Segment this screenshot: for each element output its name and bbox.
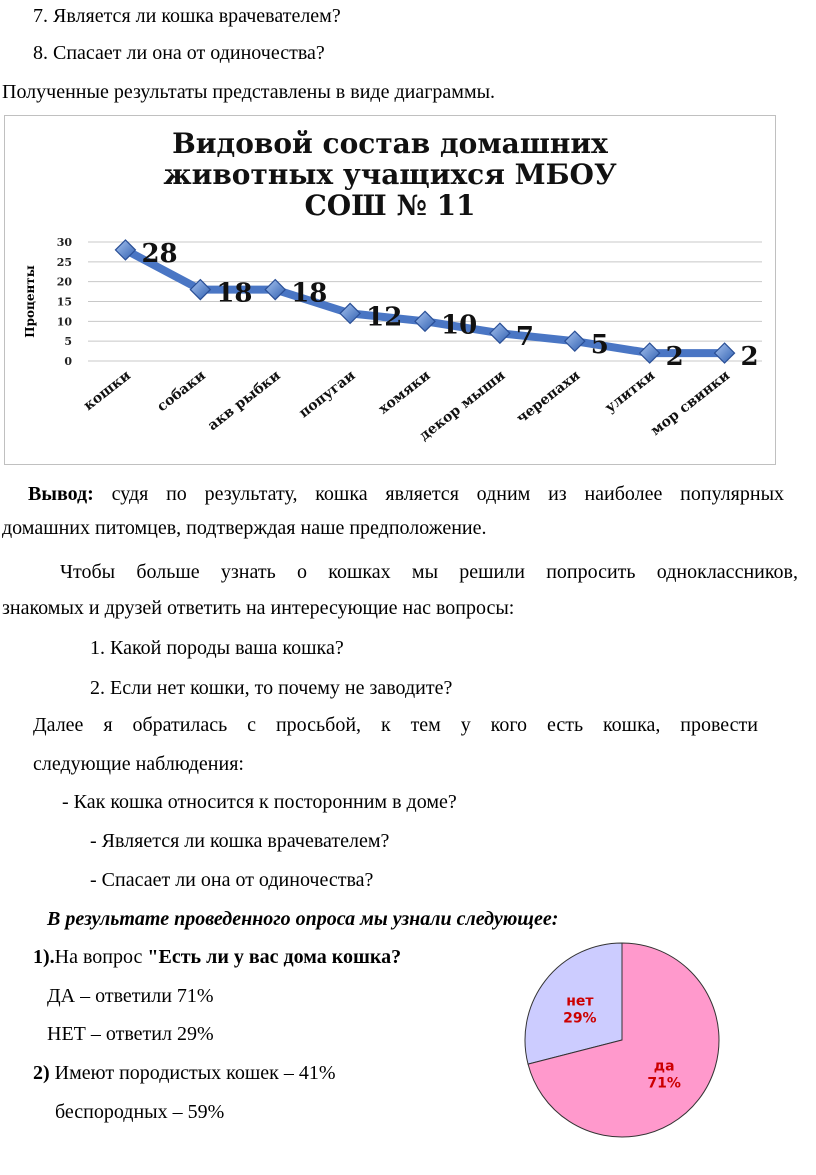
y-tick-label: 20 xyxy=(56,275,72,289)
y-tick-label: 25 xyxy=(56,255,72,269)
x-category-label: попугаи xyxy=(296,367,359,422)
para3-line1: Далее я обратилась с просьбой, к тем у кого есть кошка, провести xyxy=(33,714,758,736)
chart-title-line: животных учащихся МБОУ xyxy=(163,158,617,191)
data-value-label: 10 xyxy=(441,310,478,341)
question-1: 1. Какой породы ваша кошка? xyxy=(90,637,344,659)
x-category-label: акв рыбки xyxy=(204,367,284,434)
y-tick-label: 0 xyxy=(64,355,72,368)
para3-line2: следующие наблюдения: xyxy=(33,753,244,775)
pie-category-label: нет xyxy=(566,993,594,1010)
conclusion-line2: домашних питомцев, подтверждая наше предположение. xyxy=(2,517,487,539)
y-axis-label: Проценты xyxy=(23,265,37,338)
data-value-label: 7 xyxy=(515,322,534,353)
result-2 xyxy=(33,1061,335,1085)
data-value-label: 12 xyxy=(366,302,403,333)
question-7: 7. Является ли кошка врачевателем? xyxy=(33,5,341,27)
intro-text: Полученные результаты представлены в виде диаграммы. xyxy=(2,81,496,103)
yes-answer: ДА – ответили 71% xyxy=(47,985,214,1007)
pie-category-label: да xyxy=(653,1058,675,1075)
data-value-label: 18 xyxy=(216,278,253,309)
data-value-label: 5 xyxy=(590,330,609,361)
pie-value-label: 71% xyxy=(647,1075,681,1092)
result-1-number: 1). xyxy=(33,946,55,968)
x-category-label: собаки xyxy=(154,367,209,416)
pie-value-label: 29% xyxy=(563,1010,597,1027)
observation-2: - Является ли кошка врачевателем? xyxy=(90,830,390,852)
result-2-text: Имеют породистых кошек – 41% xyxy=(49,1062,336,1084)
observation-3: - Спасает ли она от одиночества? xyxy=(90,869,374,891)
survey-heading: В результате проведенного опроса мы узнали следующее: xyxy=(47,908,559,930)
result-1 xyxy=(33,945,401,969)
y-tick-label: 15 xyxy=(56,295,72,309)
data-value-label: 18 xyxy=(291,278,328,309)
no-answer: НЕТ – ответил 29% xyxy=(47,1023,214,1045)
x-category-label: хомяки xyxy=(375,367,434,418)
y-tick-label: 10 xyxy=(56,315,72,329)
conclusion-line1 xyxy=(28,482,784,506)
pie-chart xyxy=(522,940,722,1140)
data-value-label: 28 xyxy=(141,238,178,269)
para2-line2: знакомых и друзей ответить на интересующие нас вопросы: xyxy=(2,597,515,619)
y-tick-label: 30 xyxy=(56,236,72,249)
result-2-number: 2) xyxy=(33,1062,50,1084)
chart-title-line: СОШ № 11 xyxy=(304,189,476,222)
chart-title-line: Видовой состав домашних xyxy=(172,127,608,160)
observation-1: - Как кошка относится к посторонним в доме? xyxy=(62,791,457,813)
y-tick-label: 5 xyxy=(64,335,72,349)
question-2: 2. Если нет кошки, то почему не заводите? xyxy=(90,677,453,699)
conclusion-text: судя по результату, кошка является одним из наиболее популярных xyxy=(111,483,785,505)
result-1-question: "Есть ли у вас дома кошка? xyxy=(147,946,402,968)
x-category-label: кошки xyxy=(80,367,134,415)
mixed-breed-line: беспородных – 59% xyxy=(55,1101,225,1123)
x-category-label: черепахи xyxy=(513,367,584,427)
conclusion-label: Вывод: xyxy=(28,483,94,505)
x-category-label: мор свинки xyxy=(647,367,734,439)
data-value-label: 2 xyxy=(740,342,759,373)
line-chart xyxy=(4,115,776,465)
data-value-label: 2 xyxy=(665,342,684,373)
x-category-label: улитки xyxy=(602,367,659,417)
result-1-text: На вопрос xyxy=(54,946,148,968)
x-category-label: декор мыши xyxy=(416,367,509,445)
para2-line1: Чтобы больше узнать о кошках мы решили попросить одноклассников, xyxy=(60,561,798,583)
question-8: 8. Спасает ли она от одиночества? xyxy=(33,42,325,64)
